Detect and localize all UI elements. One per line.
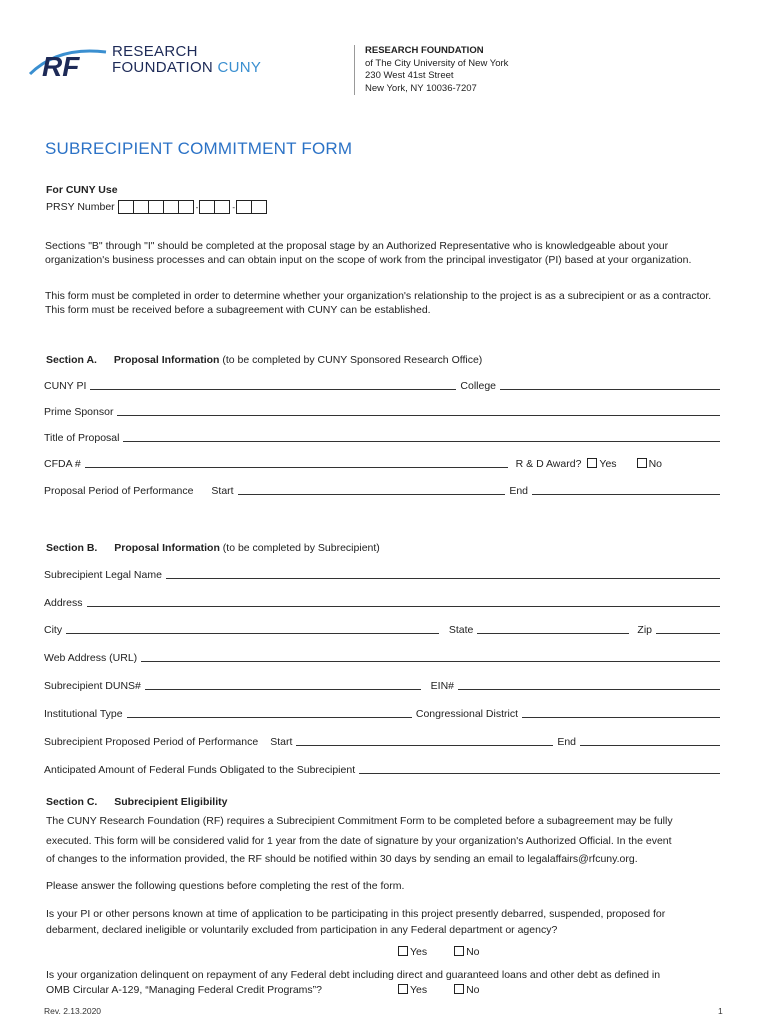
q1-no-checkbox[interactable]: [454, 946, 464, 956]
intro-paragraph-1: Sections "B" through "I" should be completed at the proposal stage by an Authorized Representative who is knowledgeable about your organization's business processes and can obtain input on the scope of work from the principal investigator (PI) based at your organization.: [45, 240, 692, 266]
cuny-use-heading: For CUNY Use: [46, 184, 118, 196]
zip-label: Zip: [637, 624, 652, 636]
question-2b: OMB Circular A-129, “Managing Federal Credit Programs”?: [46, 984, 323, 996]
sub-end-label: End: [557, 736, 576, 748]
start-label: Start: [211, 485, 234, 497]
section-a-title: Proposal Information: [113, 354, 220, 366]
zip-field[interactable]: [656, 632, 720, 634]
legal-name-field[interactable]: [166, 577, 720, 579]
cuny-pi-field[interactable]: [90, 388, 456, 390]
section-b-note: (to be completed by Subrecipient): [222, 542, 380, 554]
federal-funds-label: Anticipated Amount of Federal Funds Obligated to the Subrecipient: [44, 764, 356, 776]
duns-label: Subrecipient DUNS#: [44, 680, 141, 692]
q1-yes-checkbox[interactable]: [398, 946, 408, 956]
q2-yes-checkbox[interactable]: [398, 984, 408, 994]
page-number: 1: [718, 1006, 723, 1016]
sub-start-label: Start: [270, 736, 293, 748]
rd-award-yes-checkbox[interactable]: [587, 458, 597, 468]
logo-cuny: CUNY: [217, 59, 262, 76]
ein-label: EIN#: [430, 680, 454, 692]
sub-end-field[interactable]: [580, 744, 720, 746]
sub-period-label: Subrecipient Proposed Period of Performance: [44, 736, 259, 748]
college-label: College: [460, 380, 496, 392]
legal-name-label: Subrecipient Legal Name: [44, 569, 162, 581]
q1-yes-label: Yes: [410, 946, 428, 958]
address-label: Address: [44, 597, 83, 609]
address-field[interactable]: [87, 605, 720, 607]
rd-yes-label: Yes: [599, 458, 617, 470]
prsy-label: PRSY Number: [46, 201, 115, 213]
prime-sponsor-label: Prime Sponsor: [44, 406, 114, 418]
prime-sponsor-field[interactable]: [117, 414, 720, 416]
section-c-label: Section C.: [46, 796, 98, 808]
q2-yes-label: Yes: [410, 984, 428, 996]
logo-line-2: FOUNDATION: [112, 59, 214, 76]
duns-field[interactable]: [145, 688, 421, 690]
page-title: SUBRECIPIENT COMMITMENT FORM: [45, 139, 353, 158]
federal-funds-field[interactable]: [359, 772, 720, 774]
question-1b: debarment, declared ineligible or voluntarily excluded from participation in any Federal department or agency?: [46, 924, 558, 936]
cfda-label: CFDA #: [44, 458, 81, 470]
inst-type-label: Institutional Type: [44, 708, 123, 720]
rd-no-label: No: [648, 458, 662, 470]
proposal-title-field[interactable]: [123, 440, 720, 442]
revision-date: Rev. 2.13.2020: [44, 1006, 102, 1016]
period-label: Proposal Period of Performance: [44, 485, 194, 497]
svg-text:RF: RF: [42, 51, 80, 78]
state-label: State: [448, 624, 474, 636]
section-b-title: Proposal Information: [114, 542, 220, 554]
question-1a: Is your PI or other persons known at time of application to be participating in this project presently debarred, suspended, proposed for: [46, 908, 666, 920]
prsy-field-3[interactable]: [237, 200, 267, 214]
addr-line: 230 West 41st Street: [365, 70, 454, 81]
sub-start-field[interactable]: [296, 744, 553, 746]
section-c-title: Subrecipient Eligibility: [114, 796, 228, 808]
section-c-para-1a: The CUNY Research Foundation (RF) requires a Subrecipient Commitment Form to be completed before a subagreement may be fully: [46, 815, 673, 827]
ein-field[interactable]: [458, 688, 720, 690]
q2-no-checkbox[interactable]: [454, 984, 464, 994]
addr-line: of The City University of New York: [365, 57, 509, 69]
section-a-label: Section A.: [46, 354, 97, 366]
inst-type-field[interactable]: [127, 716, 412, 718]
prsy-field-2[interactable]: [200, 200, 230, 214]
addr-line: New York, NY 10036-7207: [365, 82, 477, 94]
section-c-para-1c: of changes to the information provided, the RF should be notified within 30 days by sending an email to legalaffairs@rfcuny.org.: [46, 853, 638, 865]
rf-logo-icon: [28, 44, 108, 78]
section-b-label: Section B.: [46, 542, 98, 554]
city-label: City: [44, 624, 63, 636]
cuny-pi-label: CUNY PI: [44, 380, 87, 392]
college-field[interactable]: [500, 388, 720, 390]
city-field[interactable]: [66, 632, 439, 634]
end-field[interactable]: [532, 493, 720, 495]
q1-no-label: No: [466, 946, 480, 958]
section-c-para-1b: executed. This form will be considered valid for 1 year from the date of signature by your organization's Authorized Official. In the event: [46, 835, 672, 847]
rd-award-no-checkbox[interactable]: [637, 458, 647, 468]
start-field[interactable]: [238, 493, 506, 495]
logo-text: [112, 44, 261, 76]
state-field[interactable]: [477, 632, 629, 634]
cong-district-field[interactable]: [522, 716, 720, 718]
intro-paragraph-2: This form must be completed in order to determine whether your organization's relationship to the project is as a subrecipient or as a contractor. This form must be received before a subagreement with CUNY can be established.: [45, 290, 712, 316]
rd-award-label: R & D Award?: [515, 458, 582, 470]
address-block: [354, 45, 508, 95]
section-c-para-2: Please answer the following questions before completing the rest of the form.: [46, 880, 405, 892]
web-label: Web Address (URL): [44, 652, 138, 664]
web-field[interactable]: [141, 660, 720, 662]
cfda-field[interactable]: [85, 466, 508, 468]
addr-name: RESEARCH FOUNDATION: [365, 45, 484, 56]
section-a-note: (to be completed by CUNY Sponsored Research Office): [222, 354, 483, 366]
end-label: End: [509, 485, 528, 497]
cong-district-label: Congressional District: [415, 708, 518, 720]
question-2a: Is your organization delinquent on repayment of any Federal debt including direct and guaranteed loans and other debt as defined in: [46, 969, 661, 981]
proposal-title-label: Title of Proposal: [44, 432, 120, 444]
logo-line-1: RESEARCH: [112, 43, 198, 60]
prsy-field-1[interactable]: [119, 200, 194, 214]
q2-no-label: No: [466, 984, 480, 996]
